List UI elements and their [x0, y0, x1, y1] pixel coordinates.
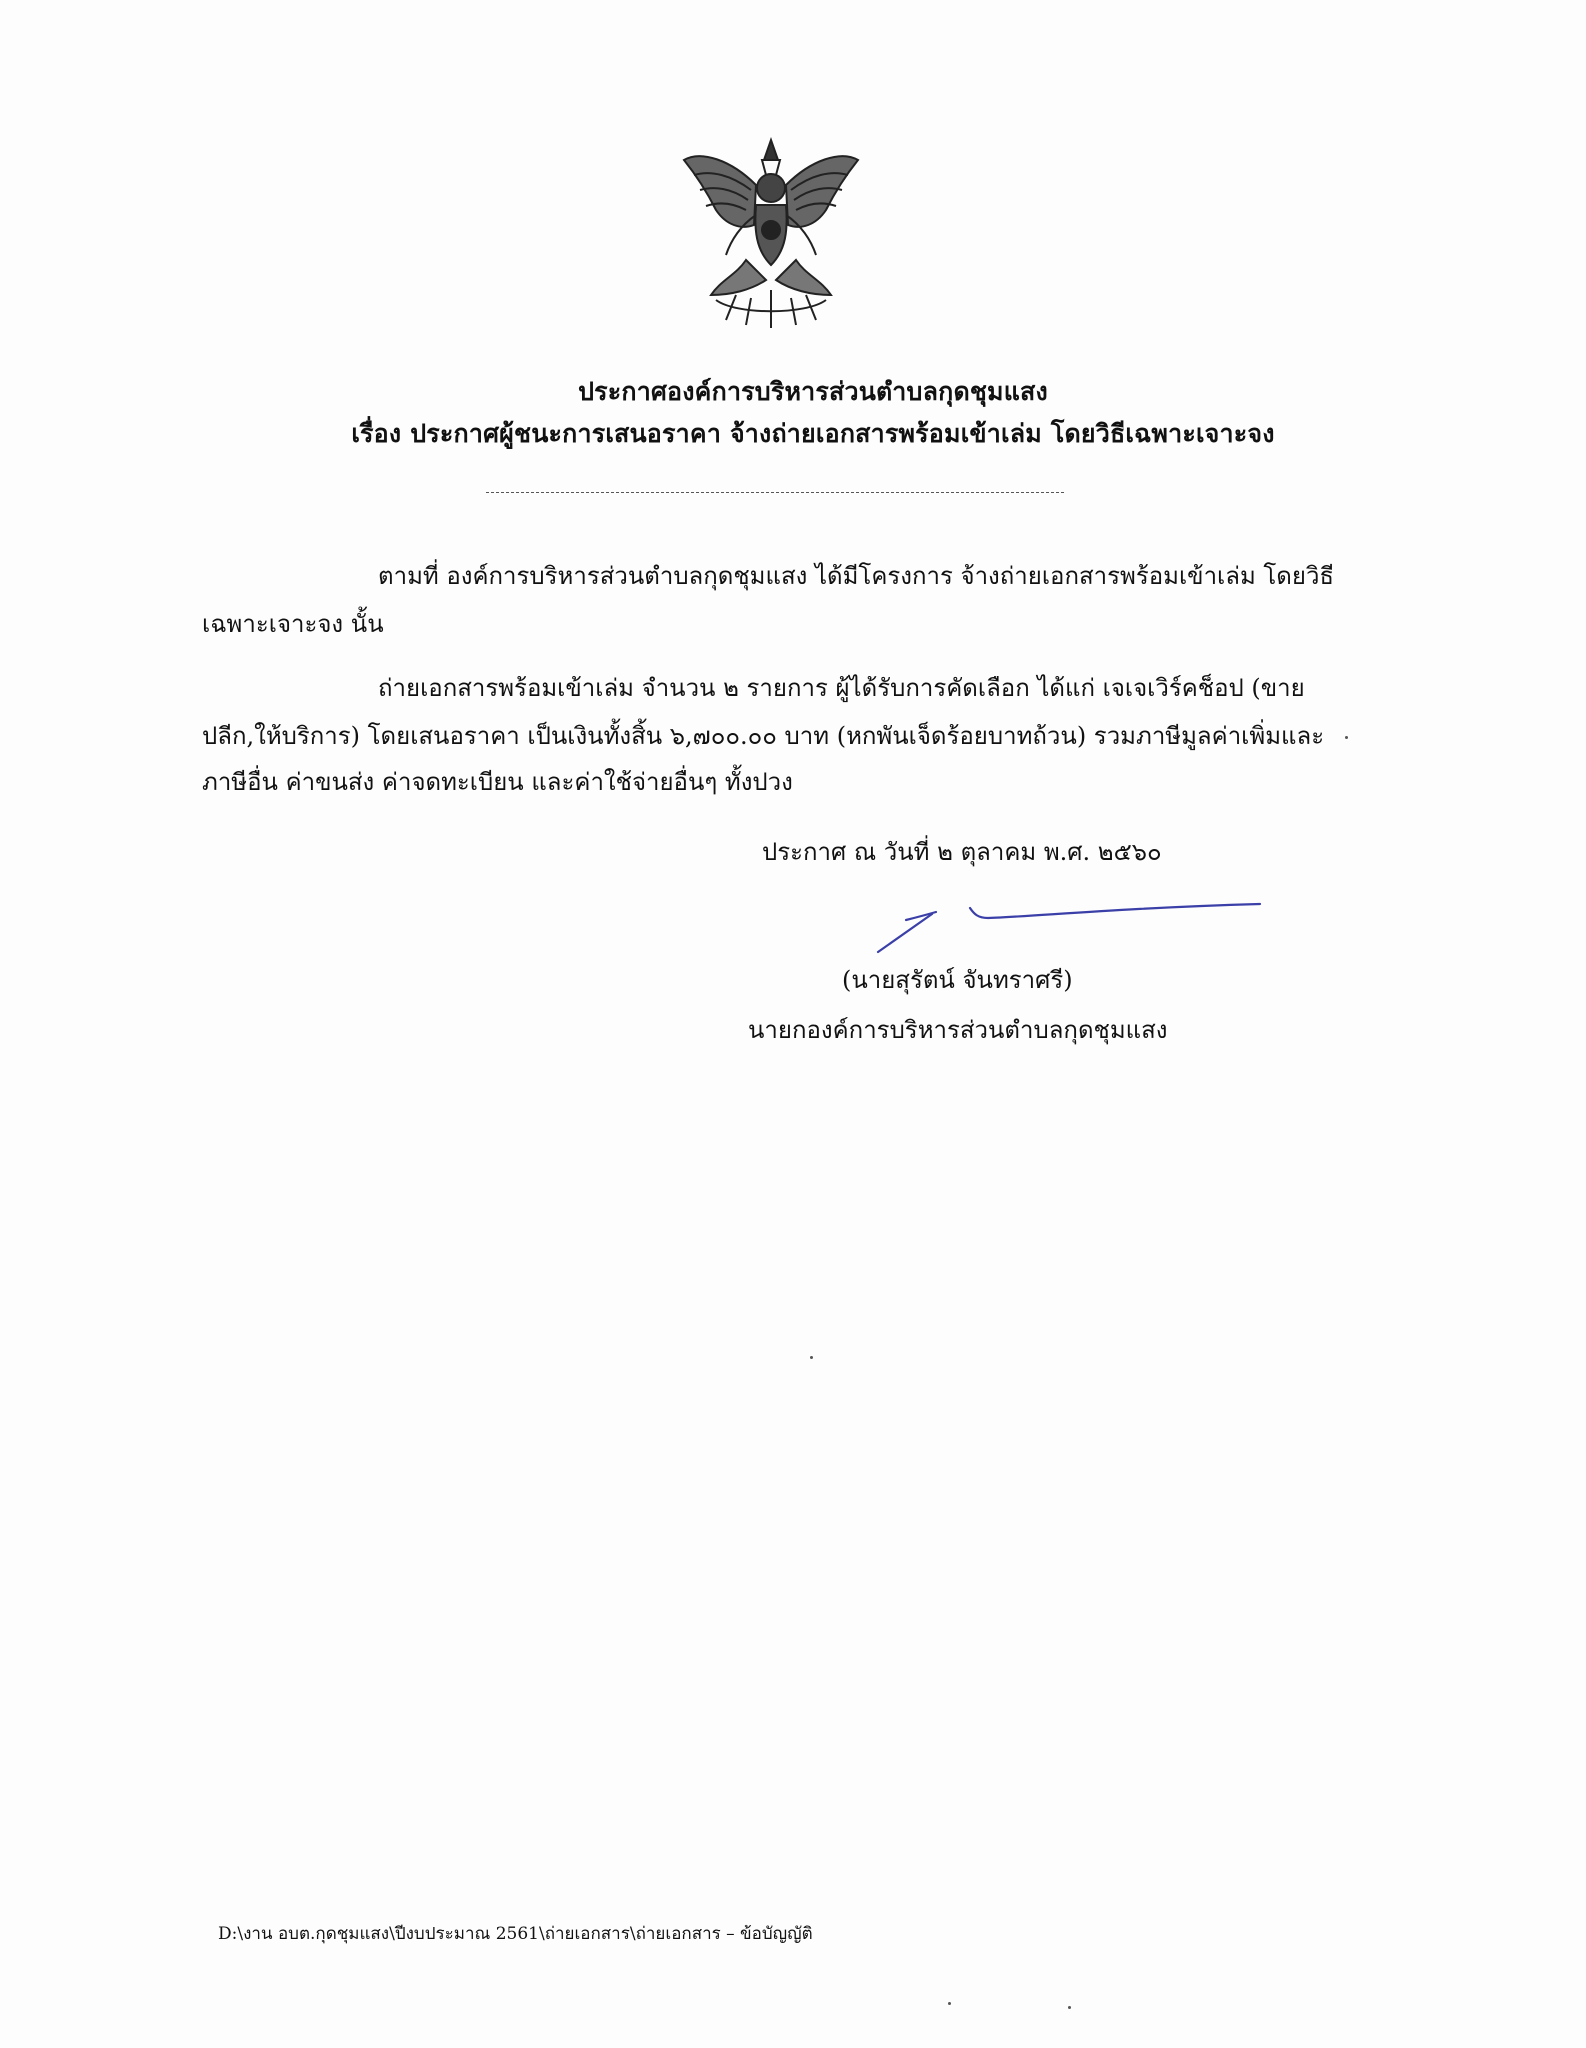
announcement-date: ประกาศ ณ วันที่ ๒ ตุลาคม พ.ศ. ๒๕๖๐: [762, 838, 1162, 866]
signer-name: (นายสุรัตน์ จันทราศรี): [842, 966, 1073, 994]
scan-speck: [1345, 736, 1348, 739]
paragraph-2-line-3: ภาษีอื่น ค่าขนส่ง ค่าจดทะเบียน และค่าใช้จ่ายอื่นๆ ทั้งปวง: [202, 768, 793, 796]
dashed-divider: [486, 492, 1064, 493]
paragraph-2-line-2: ปลีก,ให้บริการ) โดยเสนอราคา เป็นเงินทั้งสิ้น ๖,๗๐๐.๐๐ บาท (หกพันเจ็ดร้อยบาทถ้วน) รวมภาษีมูลค่าเพิ่มและ: [202, 722, 1325, 750]
paragraph-1-line-1: ตามที่ องค์การบริหารส่วนตำบลกุดชุมแสง ได้มีโครงการ จ้างถ่ายเอกสารพร้อมเข้าเล่ม โดยวิธี: [378, 562, 1335, 590]
handwritten-signature-icon: [870, 890, 1270, 960]
announcement-title: ประกาศองค์การบริหารส่วนตำบลกุดชุมแสง: [578, 377, 1048, 406]
announcement-subject: เรื่อง ประกาศผู้ชนะการเสนอราคา จ้างถ่ายเอกสารพร้อมเข้าเล่ม โดยวิธีเฉพาะเจาะจง: [351, 419, 1275, 448]
signer-position: นายกองค์การบริหารส่วนตำบลกุดชุมแสง: [748, 1016, 1168, 1044]
footer-file-path: D:\งาน อบต.กุดชุมแสง\ปีงบประมาณ 2561\ถ่ายเอกสาร\ถ่ายเอกสาร – ข้อบัญญัติ: [218, 1924, 813, 1944]
garuda-emblem-icon: [676, 130, 866, 330]
scan-speck: [948, 2002, 951, 2005]
paragraph-2-line-1: ถ่ายเอกสารพร้อมเข้าเล่ม จำนวน ๒ รายการ ผู้ได้รับการคัดเลือก ได้แก่ เจเจเวิร์คช็อป (ขาย: [378, 674, 1305, 702]
scan-speck: [1068, 2006, 1071, 2009]
paragraph-1-line-2: เฉพาะเจาะจง นั้น: [202, 610, 384, 638]
scan-speck: [810, 1356, 813, 1359]
